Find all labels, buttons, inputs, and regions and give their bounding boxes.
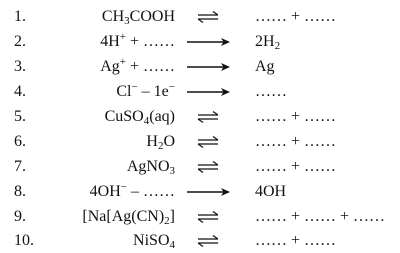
subscript: 3 <box>169 165 175 177</box>
reaction-number: 9. <box>14 208 26 225</box>
product-formula <box>255 204 385 229</box>
superscript: − <box>168 81 175 93</box>
reaction-row <box>0 154 400 179</box>
formula-text: 4OH <box>255 183 287 200</box>
subscript: 2 <box>164 215 170 227</box>
formula-text: [Na[Ag(CN) <box>82 208 165 225</box>
superscript: + <box>119 31 126 43</box>
subscript: 3 <box>124 15 130 27</box>
product-formula <box>255 129 336 154</box>
reactant-formula <box>100 29 175 54</box>
subscript: 2 <box>274 40 281 52</box>
reaction-number: 3. <box>14 58 26 75</box>
reactant-formula <box>102 4 175 29</box>
reaction-number: 4. <box>14 83 26 100</box>
subscript: 4 <box>143 115 150 127</box>
product-formula <box>255 54 275 79</box>
reactant-formula <box>116 79 175 104</box>
formula-text: Cl <box>116 83 132 100</box>
equilibrium-arrow-icon <box>182 129 234 154</box>
reaction-number: 7. <box>14 158 26 175</box>
product-formula <box>255 4 336 29</box>
reaction-row <box>0 129 400 154</box>
formula-text: Ag <box>255 58 275 75</box>
reaction-row <box>0 29 400 54</box>
formula-text: H <box>146 133 158 150</box>
reaction-row <box>0 79 400 104</box>
formula-text: – 1e <box>137 83 169 100</box>
formula-text: CuSO <box>104 108 144 125</box>
reaction-number: 10. <box>14 232 34 249</box>
reactant-formula <box>100 54 175 79</box>
forward-arrow-icon <box>182 79 234 104</box>
equilibrium-arrow-icon <box>182 104 234 129</box>
superscript: − <box>131 81 138 93</box>
reaction-number: 5. <box>14 108 26 125</box>
product-formula <box>255 79 287 104</box>
reaction-row <box>0 204 400 229</box>
forward-arrow-icon <box>182 54 234 79</box>
product-formula <box>255 154 336 179</box>
forward-arrow-icon <box>182 179 234 204</box>
reaction-number: 2. <box>14 33 26 50</box>
subscript: 4 <box>169 239 175 251</box>
reactant-formula <box>146 129 175 154</box>
reaction-row <box>0 54 400 79</box>
formula-text: …… + …… <box>255 8 337 25</box>
formula-text: …… + …… <box>255 158 337 175</box>
reactant-formula <box>133 228 175 253</box>
product-formula <box>255 104 336 129</box>
equilibrium-arrow-icon <box>182 228 234 253</box>
reaction-row <box>0 228 400 253</box>
product-formula <box>255 228 336 253</box>
equilibrium-arrow-icon <box>182 4 234 29</box>
formula-text: + …… <box>125 58 175 75</box>
formula-text: O <box>163 133 175 150</box>
product-formula <box>255 179 286 204</box>
reaction-number: 8. <box>14 183 26 200</box>
reaction-number: 6. <box>14 133 26 150</box>
reactant-formula <box>90 179 175 204</box>
reaction-row <box>0 104 400 129</box>
formula-text: AgNO <box>126 158 170 175</box>
formula-text: …… + …… <box>255 133 337 150</box>
formula-text: ] <box>169 208 175 225</box>
reactant-formula <box>82 204 175 229</box>
reactant-formula <box>127 154 175 179</box>
product-formula <box>255 29 280 54</box>
formula-text: Ag <box>100 58 120 75</box>
formula-text: …… + …… <box>255 108 337 125</box>
formula-text: 4H <box>100 33 120 50</box>
formula-text: 4OH <box>89 183 121 200</box>
equilibrium-arrow-icon <box>182 154 234 179</box>
reaction-number: 1. <box>14 8 26 25</box>
superscript: + <box>119 56 126 68</box>
superscript: − <box>120 181 127 193</box>
equilibrium-arrow-icon <box>182 204 234 229</box>
formula-text: (aq) <box>149 108 175 125</box>
formula-text: …… + …… + …… <box>255 208 386 225</box>
formula-text: …… + …… <box>255 232 337 249</box>
formula-text: CH <box>101 8 125 25</box>
formula-text: NiSO <box>133 232 170 249</box>
formula-text: COOH <box>129 8 175 25</box>
reaction-row <box>0 4 400 29</box>
reaction-row <box>0 179 400 204</box>
formula-text: – …… <box>127 183 175 200</box>
forward-arrow-icon <box>182 29 234 54</box>
reactant-formula <box>105 104 175 129</box>
formula-text: + …… <box>125 33 175 50</box>
formula-text: 2H <box>255 33 275 50</box>
formula-text: …… <box>255 83 287 100</box>
subscript: 2 <box>157 140 164 152</box>
